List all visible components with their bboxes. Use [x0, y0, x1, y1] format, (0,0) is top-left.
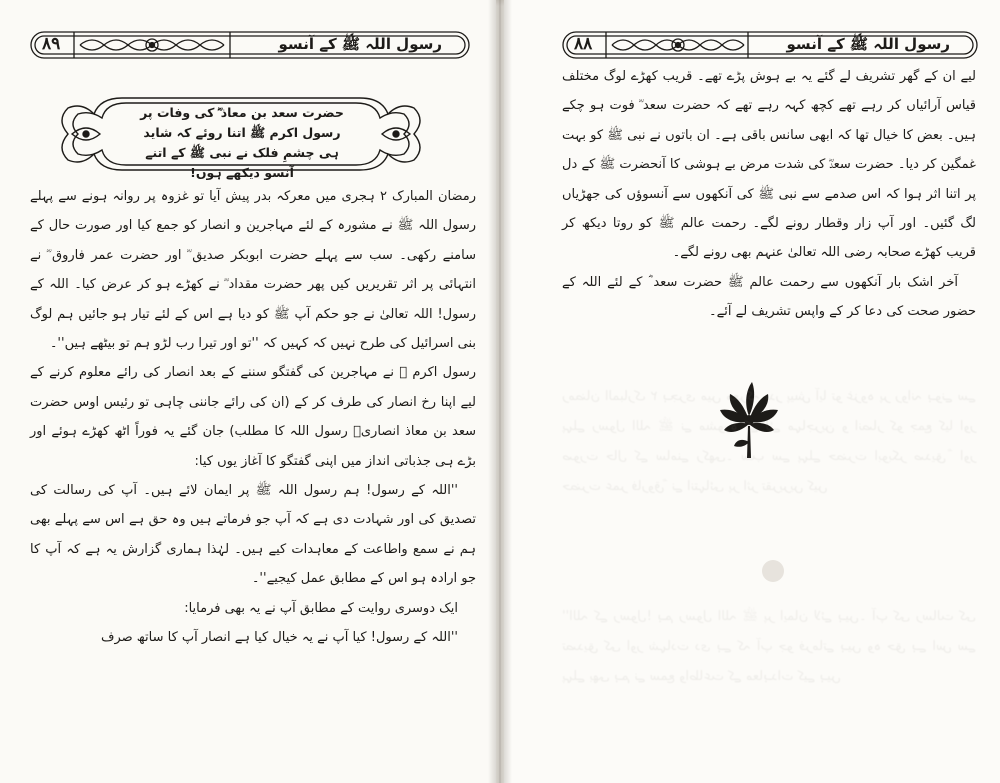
right-page-header: [562, 30, 978, 60]
paragraph: رمضان المبارک ۲ ہجری میں معرکہ بدر پیش آیا تو غزوہ پر روانہ ہونے سے پہلے رسول اللہ ﷺ نے مشورہ کے لئے مہاجرین و انصار کو جمع کیا اور صورت حال کے سامنے رکھی۔ سب سے پہلے حضرت ابوبکر صدیق ؓ اور حضرت عمر فاروق ؓ نے انتہائی پر اثر تقریریں کیں پھر حضرت مقداد ؓ نے کھڑے ہو کر عرض کیا۔ اللہ کے رسول! اللہ تعالیٰ نے جو حکم آپ ﷺ کو دیا ہے اس کے لئے تیار ہو جائیں ہم لوگ بنی اسرائیل کی طرح نہیں کہ کہیں کہ ''تو اور تیرا رب لڑو ہم تو بیٹھے ہیں''۔: [30, 189, 476, 352]
paragraph: لیے ان کے گھر تشریف لے گئے یہ بے ہوش پڑے تھے۔ قریب کھڑے لوگ مختلف قیاس آرائیاں کر رہے تھے کچھ کہہ رہے تھے کہ حضرت سعد ؓ فوت ہو چکے ہیں۔ بعض کا خیال تھا کہ ابھی سانس باقی ہے۔ ان باتوں نے نبی ﷺ کو بہت غمگین کر دیا۔ حضرت سعدؓ کی شدت مرض بے ہوشی کا آنحضرت ﷺ کے دل پر اتنا اثر ہوا کہ اس صدمے سے نبی ﷺ کی آنکھوں سے آنسوؤں کی جھڑیاں لگ گئیں۔ اور آپ زار وقطار رونے لگے۔ رحمت عالم ﷺ کو روتا دیکھ کر قریب کھڑے صحابہ رضی اللہ تعالیٰ عنہم بھی رونے لگے۔: [562, 69, 976, 261]
running-header-title: رسول اللہ ﷺ کے آنسو: [278, 35, 442, 53]
page-number: ۸۹: [42, 34, 61, 54]
page-number: ۸۸: [574, 34, 593, 54]
running-header-title: رسول اللہ ﷺ کے آنسو: [786, 35, 950, 53]
quote-paragraph: ''اللہ کے رسول! کیا آپ نے یہ خیال کیا ہے انصار آپ کا ساتھ صرف: [100, 630, 458, 646]
bleed-through-text: ''اللہ کے رسول! ہم رسول اللہ ﷺ پر ایمان لائے ہیں۔ آپ کی رسالت کی تصدیق کی اور شہادت دی ہے کہ آپ جو فرماتے ہیں وہ حق ہے اس سے پہلے بھی ہم نے سمع واطاعت کے معاہدات کیے ہیں: [562, 609, 976, 684]
quote-paragraph: ''اللہ کے رسول! ہم رسول اللہ ﷺ پر ایمان لائے ہیں۔ آپ کی رسالت کی تصدیق کی اور شہادت دی ہے کہ آپ جو فرماتے ہیں وہ حق ہے اس سے پہلے بھی ہم نے سمع واطاعت کے معاہدات کیے ہیں۔ لہٰذا ہماری گزارش یہ ہے کہ آپ کا جو ارادہ ہو اس کے مطابق عمل کیجیے''۔: [30, 483, 476, 587]
title-cartouche: [52, 92, 430, 180]
right-page: [504, 0, 1000, 783]
paragraph: رسول اکرم ﷺ نے مہاجرین کی گفتگو سننے کے بعد انصار کی رائے معلوم کرنے کے لیے اپنا رخ انصار کی طرف کر کے (ان کی رائے جاننی چاہی تو رئیس اوس حضرت سعد بن معاذ انصاریؓ رسول اللہ کا مطلب) جان گئے یہ فوراً اٹھ کھڑے ہوئے اور بڑے ہی جذباتی انداز میں اپنی گفتگو کا آغاز یوں کیا:: [30, 365, 476, 469]
bleed-through-text: رمضان المبارک ۲ ہجری میں معرکہ بدر پیش آیا تو غزوہ پر روانہ ہونے سے پہلے رسول اللہ ﷺ نے مشورہ کے لئے مہاجرین و انصار کو جمع کیا اور صورت حال کے سامنے رکھی۔ سب سے پہلے حضرت ابوبکر صدیق ؓ اور حضرت عمر فاروق ؓ نے انتہائی پر اثر تقریریں کیں: [562, 389, 976, 494]
book-spine-shadow: [488, 0, 512, 783]
paragraph: ایک دوسری روایت کے مطابق آپ نے یہ بھی فرمایا:: [184, 600, 458, 616]
right-page-body: [562, 62, 976, 327]
cartouche-heading: حضرت سعد بن معاذ ؓ کی وفات پر رسول اکرم ﷺ اتنا روئے کہ شاید ہی چشمِ فلک نے نبی ﷺ کے اتنے آنسو دیکھے ہوں!: [140, 105, 344, 180]
paragraph: آخر اشک بار آنکھوں سے رحمت عالم ﷺ حضرت سعد ؓ کے لئے اللہ کے حضور صحت کی دعا کر کے واپس تشریف لے آئے۔: [562, 274, 976, 320]
bleed-through-mark: [762, 560, 784, 582]
left-page-header: [30, 30, 470, 60]
left-page: [0, 0, 496, 783]
left-page-body: [30, 182, 476, 653]
